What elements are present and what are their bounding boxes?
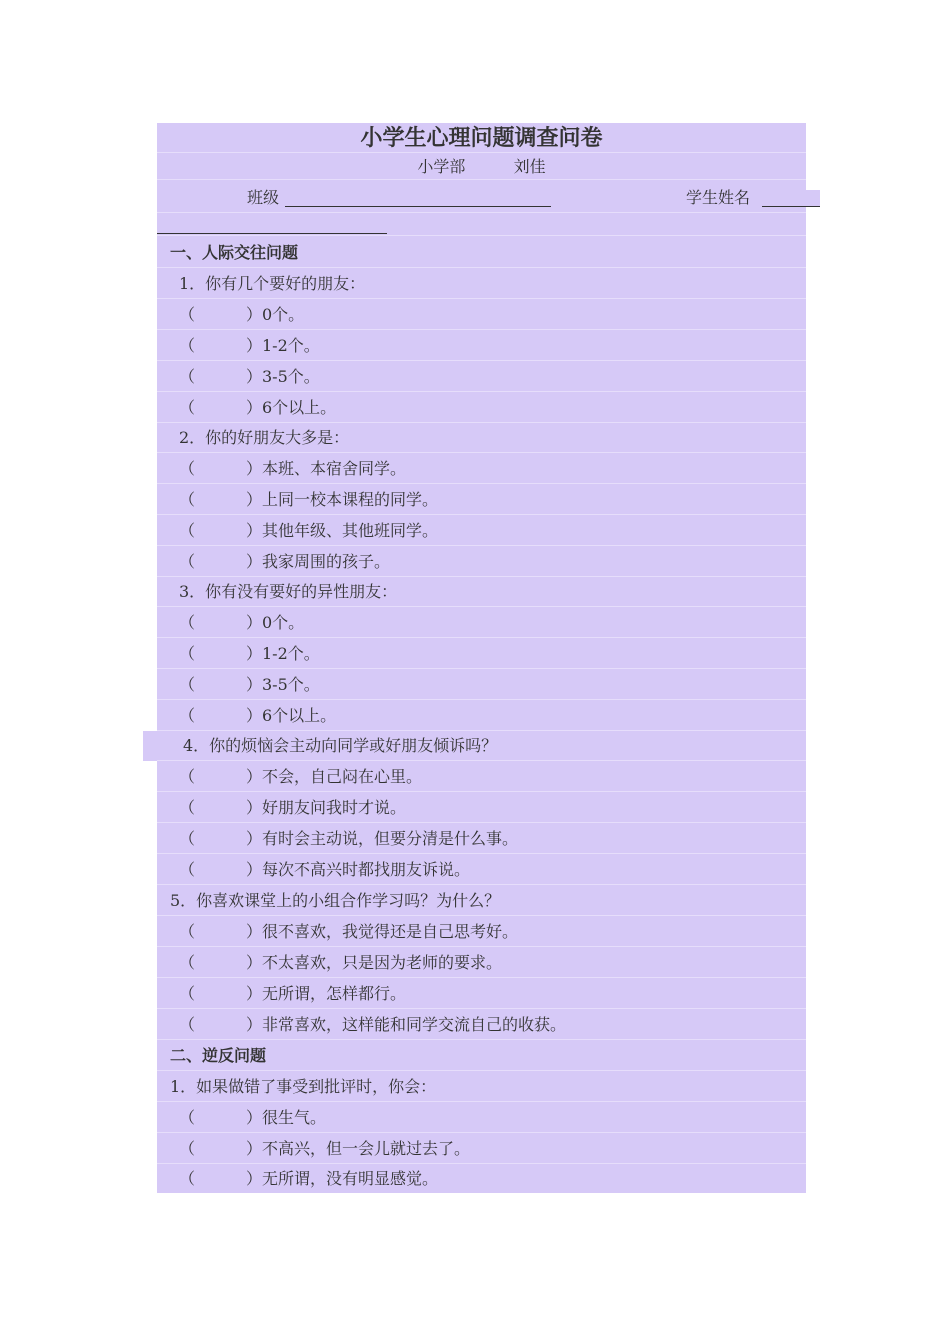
option-row[interactable]: （ ）3-5个。	[157, 362, 806, 392]
option-row[interactable]: （ ）好朋友问我时才说。	[157, 793, 806, 823]
option-row[interactable]: （ ）很不喜欢，我觉得还是自己思考好。	[157, 917, 806, 947]
option-row[interactable]: （ ）0个。	[157, 608, 806, 638]
name-field[interactable]	[762, 190, 820, 207]
author-label: 刘佳	[513, 157, 546, 176]
option-row[interactable]: （ ）有时会主动说，但要分清是什么事。	[157, 824, 806, 854]
question-2: 2．你的好朋友大多是：	[157, 423, 806, 453]
option-row[interactable]: （ ）我家周围的孩子。	[157, 547, 806, 577]
dept-label: 小学部	[417, 157, 466, 176]
option-row[interactable]: （ ）0个。	[157, 300, 806, 330]
option-row[interactable]: （ ）1-2个。	[157, 639, 806, 669]
option-row[interactable]: （ ）6个以上。	[157, 701, 806, 731]
question-5: 5．你喜欢课堂上的小组合作学习吗？为什么？	[157, 886, 806, 916]
title-text: 小学生心理问题调查问卷	[360, 125, 603, 151]
section-heading: 一、人际交往问题	[157, 238, 806, 268]
class-label: 班级	[247, 188, 280, 207]
question-3: 3．你有没有要好的异性朋友：	[157, 577, 806, 607]
student-info-row	[157, 183, 806, 213]
option-row[interactable]: （ ）1-2个。	[157, 331, 806, 361]
option-row[interactable]: （ ）本班、本宿舍同学。	[157, 454, 806, 484]
name-field-line[interactable]	[157, 217, 387, 234]
section-heading: 二、逆反问题	[157, 1041, 806, 1071]
option-row[interactable]: （ ）其他年级、其他班同学。	[157, 516, 806, 546]
page-title	[157, 123, 806, 153]
question-6: 1．如果做错了事受到批评时，你会：	[157, 1072, 806, 1102]
option-row[interactable]: （ ）不会，自己闷在心里。	[157, 762, 806, 792]
option-row[interactable]: （ ）无所谓，怎样都行。	[157, 979, 806, 1009]
option-row[interactable]: （ ）非常喜欢，这样能和同学交流自己的收获。	[157, 1010, 806, 1040]
question-1: 1．你有几个要好的朋友：	[157, 269, 806, 299]
name-field-continuation	[157, 213, 806, 236]
option-row[interactable]: （ ）很生气。	[157, 1103, 806, 1133]
option-row[interactable]: （ ）每次不高兴时都找朋友诉说。	[157, 855, 806, 885]
option-row[interactable]: （ ）3-5个。	[157, 670, 806, 700]
option-row[interactable]: （ ）不高兴，但一会儿就过去了。	[157, 1134, 806, 1164]
byline	[157, 153, 806, 180]
question-4: 4．你的烦恼会主动向同学或好朋友倾诉吗？	[157, 731, 806, 761]
option-row[interactable]: （ ）无所谓，没有明显感觉。	[179, 1169, 439, 1188]
option-row[interactable]: （ ）不太喜欢，只是因为老师的要求。	[157, 948, 806, 978]
class-field[interactable]	[285, 190, 551, 207]
option-row[interactable]: （ ）6个以上。	[157, 393, 806, 423]
option-row[interactable]: （ ）上同一校本课程的同学。	[157, 485, 806, 515]
name-label: 学生姓名	[686, 188, 751, 207]
